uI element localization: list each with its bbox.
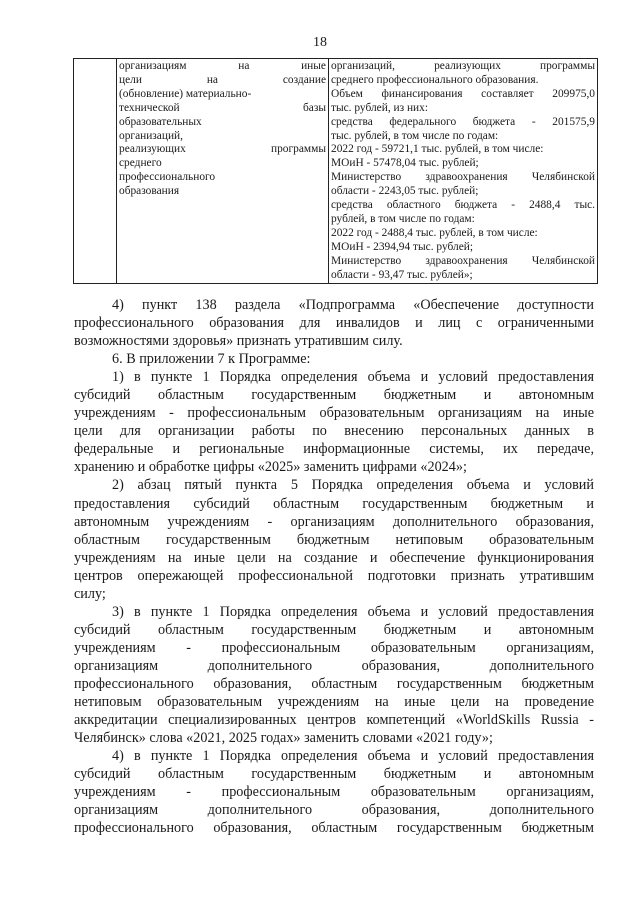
paragraph-line: предоставления субсидий областным государственным бюджетным и (74, 495, 594, 512)
paragraph-line: субсидий областным государственным бюджетным и автономным (74, 387, 594, 404)
text-line: среднего профессионального образования. (331, 73, 539, 86)
text-line: Министерство здравоохранения Челябинской (331, 254, 595, 267)
text-line: тыс. рублей, в том числе по годам: (331, 129, 499, 142)
paragraph-line: учреждениям - профессиональным образовательным организациям на иные (74, 405, 594, 422)
text-line: организаций, (119, 129, 183, 142)
paragraph-line: учреждениям - профессиональным образовательным организациям, (74, 784, 594, 801)
paragraph-line: автономным учреждениям - организациям дополнительного образования, (74, 513, 594, 530)
paragraph-line: нетиповым образовательным учреждениям на иные цели на проведение (74, 694, 594, 711)
text-line: среднего (119, 157, 162, 170)
text-line: области - 93,47 тыс. рублей»; (331, 268, 473, 281)
text-line: Объем финансирования составляет 209975,0 (331, 87, 595, 100)
paragraph-line: 4) в пункте 1 Порядка определения объема и условий предоставления (112, 748, 594, 765)
text-line: реализующих программы (119, 143, 326, 156)
paragraph-line: цели для организации работы по внесению персональных данных в (74, 423, 594, 440)
paragraph-line: организациям дополнительного образования, дополнительного (74, 802, 594, 819)
paragraph-line: возможностями здоровья» признать утратившим силу. (74, 333, 403, 350)
text-line: технической базы (119, 101, 326, 114)
paragraph-line: учреждениям - профессиональным образовательным организациям, (74, 639, 594, 656)
paragraph-line: 3) в пункте 1 Порядка определения объема и условий предоставления (112, 603, 594, 620)
paragraph-line: силу; (74, 585, 106, 602)
text-line: образования (119, 185, 180, 198)
text-line: тыс. рублей, из них: (331, 101, 429, 114)
text-line: рублей, в том числе по годам: (331, 212, 475, 225)
document-body (74, 296, 594, 837)
paragraph-line: 4) пункт 138 раздела «Подпрограмма «Обеспечение доступности (112, 297, 594, 313)
paragraph-line: субсидий областным государственным бюджетным и автономным (74, 621, 594, 638)
program-table-continuation (73, 58, 598, 284)
paragraph-line: 2) абзац пятый пункта 5 Порядка определения объема и условий (112, 477, 594, 494)
paragraph-line: центров опережающей профессиональной подготовки признать утратившим (74, 567, 594, 584)
paragraph-line: 1) в пункте 1 Порядка определения объема и условий предоставления (112, 369, 594, 386)
page-number: 18 (313, 35, 327, 50)
text-line: МОиН - 2394,94 тыс. рублей; (331, 240, 474, 253)
table-cell-event (117, 59, 329, 284)
table-row (74, 59, 598, 284)
text-line: Министерство здравоохранения Челябинской (331, 171, 595, 184)
text-line: средства областного бюджета - 2488,4 тыс. (331, 199, 595, 212)
text-line: 2022 год - 2488,4 тыс. рублей, в том числе: (331, 226, 538, 239)
paragraph-line: профессионального образования, областным государственным бюджетным (74, 820, 594, 837)
paragraph-line: хранению и обработке цифры «2025» заменить цифрами «2024»; (74, 459, 467, 476)
text-line: области - 2243,05 тыс. рублей; (331, 185, 479, 198)
paragraph-line: 6. В приложении 7 к Программе: (112, 351, 311, 368)
paragraph-line: субсидий областным государственным бюджетным и автономным (74, 766, 594, 783)
text-line: средства федерального бюджета - 201575,9 (331, 115, 595, 128)
text-line: цели на создание (119, 73, 326, 86)
paragraph-line: организациям дополнительного образования, дополнительного (74, 657, 594, 674)
table-cell-number (74, 59, 117, 284)
text-line: МОиН - 57478,04 тыс. рублей; (331, 157, 479, 170)
text-line: 2022 год - 59721,1 тыс. рублей, в том числе: (331, 143, 544, 156)
paragraph-line: областным государственным бюджетным нетиповым образовательным (74, 531, 594, 548)
text-line: организаций, реализующих программы (331, 60, 595, 72)
paragraph-line: профессионального образования для инвалидов и лиц с ограниченными (74, 315, 594, 332)
paragraph-line: учреждениям на иные цели на создание и обеспечение функционирования (74, 549, 594, 566)
text-line: организациям на иные (119, 60, 326, 72)
paragraph-line: Челябинск» слова «2021, 2025 годах» заменить словами «2021 году»; (74, 730, 493, 747)
paragraph-line: федеральные и региональные информационные системы, их передаче, (74, 441, 594, 458)
text-line: профессионального (119, 171, 216, 184)
text-line: образовательных (119, 115, 202, 128)
paragraph-line: аккредитации специализированных центров компетенций «WorldSkills Russia - (74, 712, 594, 729)
paragraph-line: профессионального образования, областным государственным бюджетным (74, 675, 594, 692)
table-cell-funding (329, 59, 598, 284)
text-line: (обновление) материально- (119, 87, 252, 100)
